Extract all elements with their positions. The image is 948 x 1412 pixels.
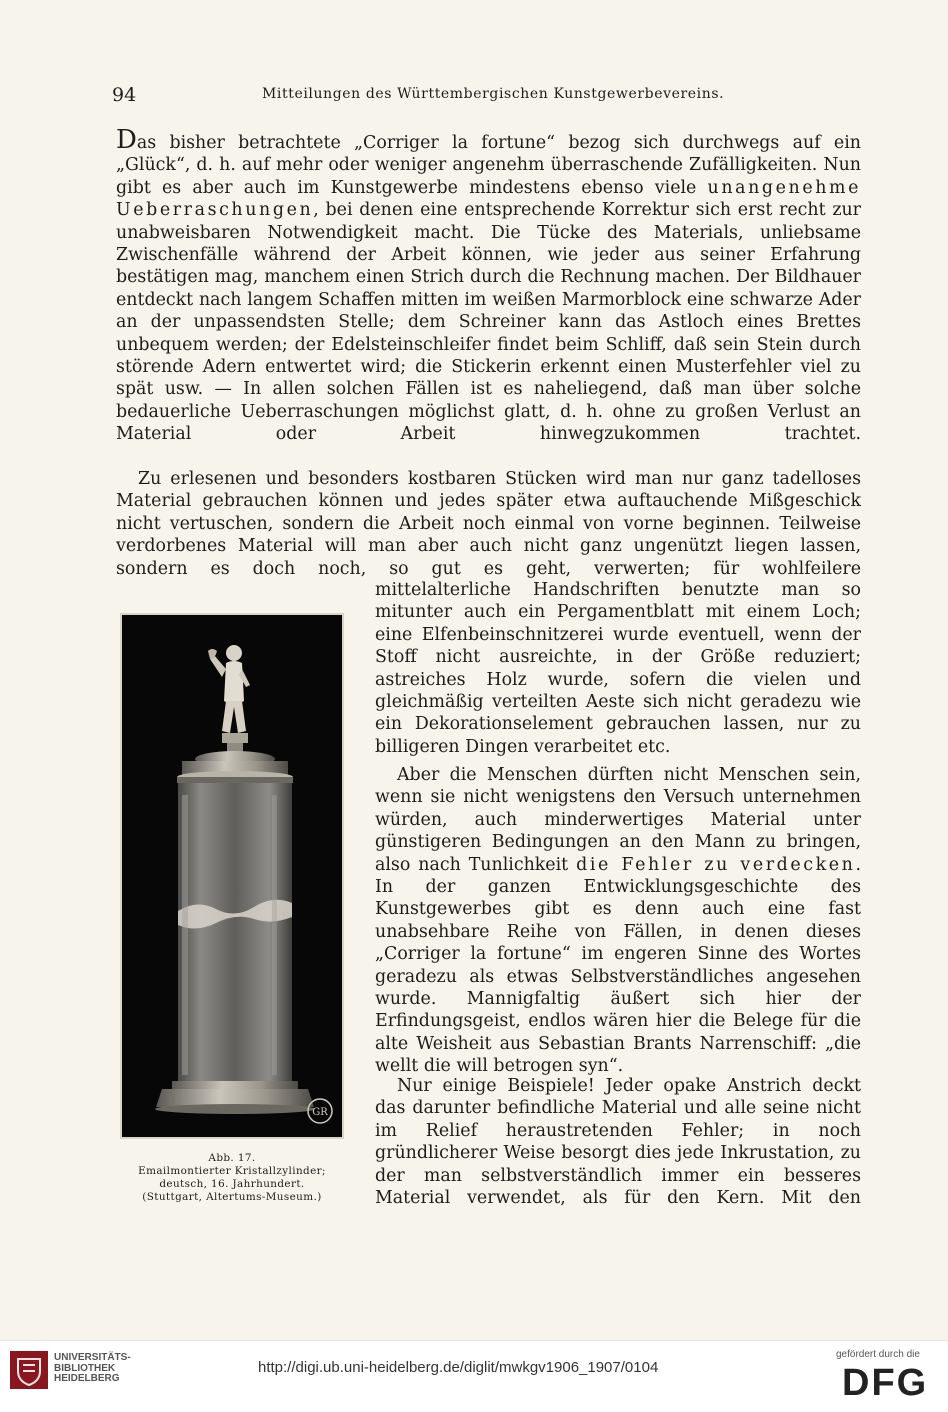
library-line-3: HEIDELBERG bbox=[54, 1373, 120, 1384]
paragraph-1-text-c: Nun gibt es aber auch im Kunstgewerbe mindestens ebenso viele bbox=[116, 155, 861, 198]
dfg-logo: DFG bbox=[842, 1362, 929, 1404]
paragraph-1 bbox=[116, 125, 861, 446]
figure-caption bbox=[122, 1152, 342, 1204]
drop-cap: D bbox=[116, 125, 137, 155]
footer-bar bbox=[0, 1340, 948, 1412]
library-line-2: BIBLIOTHEK bbox=[54, 1362, 116, 1374]
caption-line-2: Emailmontierter Kristallzylinder; bbox=[138, 1165, 326, 1177]
paragraph-4: Nur einige Beispiele! Jeder opake Anstrich deckt das darunter befindliche Material und alle seine nicht im Relief heraustretenden Fehler; in noch gründlicherer Weise besorgt dies jede Inkrustation, zu der man selbstverständlich immer ein besseres Material verwendet, als für den Kern. Mit den bbox=[375, 1076, 861, 1209]
paragraph-1-text-d: , bei denen eine entsprechende Korrektur sich erst recht zur unabweisbaren Notwendigkeit macht. Die Tücke des Materials, unliebsame Zwischenfälle während der Arbeit können, wie jeder aus seiner Erfahrung bestätigen mag, manchem einen Strich durch die Rechnung machen. Der Bildhauer entdeckt nach langem Schaffen mitten im weißen Marmorblock eine schwarze Ader an der unpassendsten Stelle; dem Schreiner kann das Astloch eines Brettes unbequem werden; der Edelsteinschleifer findet beim Schliff, daß sein Stein durch störende Adern entwertet wird; die Stickerin erkennt einen Musterfehler viel zu spät usw. — In allen solchen Fällen ist es naheliegend, daß man über solche bedauerliche Ueberraschungen möglichst glatt, d. h. ohne zu großen Verlust an Material oder Arbeit hinwegzukommen trachtet. bbox=[116, 200, 861, 445]
paragraph-3-text-b: . In der ganzen Entwicklungsgeschichte des Kunstgewerbes gibt es denn auch eine fast unabsehbare Reihe von Fällen, in denen dieses „Corriger la fortune“ im engeren Sinne des Wortes geradezu als etwas Selbstverständliches angesehen wurde. Mannigfaltig äußert sich hier der Erfindungsgeist, endlos wären hier die Belege für die alte Weisheit aus Sebastian Brants Narrenschiff: „die wellt die will betrogen syn“. bbox=[375, 854, 861, 1077]
figure-crystal-cylinder-photo bbox=[120, 613, 344, 1139]
paragraph-1-text-b: „Glück“, d. h. auf mehr oder weniger angenehm überraschende Zufälligkeiten. bbox=[116, 155, 818, 176]
sponsor-label: gefördert durch die bbox=[836, 1349, 920, 1360]
paragraph-2: Zu erlesenen und besonders kostbaren Stücken wird man nur ganz tadelloses Material gebrauchen können und jedes später etwa auftauchende Mißgeschick nicht vertuschen, sondern die Arbeit noch einmal von vorne beginnen. Teilweise verdorbenes Material will man aber auch nicht ganz ungenützt liegen lassen, sondern es doch noch, so gut es geht, verwerten; für wohlfeilere bbox=[116, 469, 861, 579]
caption-line-4: (Stuttgart, Altertums-Museum.) bbox=[142, 1191, 322, 1203]
base bbox=[155, 1081, 315, 1114]
paragraph-1-text-a: as bisher betrachtete „Corriger la fortune“ bezog sich durchwegs auf ein bbox=[136, 133, 861, 153]
paragraph-3 bbox=[375, 764, 861, 1078]
paragraph-3-text-a: Aber die Menschen dürften nicht Menschen sein, wenn sie nicht wenigstens den Versuch unternehmen würden, auch minderwertiges Material unter günstigeren Bedingungen an den Mann zu bringen, also nach Tunlichkeit bbox=[375, 765, 861, 875]
photo-monogram: GR bbox=[312, 1107, 328, 1118]
caption-line-1: Abb. 17. bbox=[208, 1152, 256, 1164]
library-line-1: UNIVERSITÄTS- bbox=[54, 1352, 131, 1363]
library-name bbox=[54, 1353, 131, 1385]
paragraph-2-continued: mittelalterliche Handschriften benutzte man so mitunter auch ein Pergamentblatt mit einem Loch; eine Elfenbeinschnitzerei wurde eventuell, wenn der Stoff nicht ausreichte, in der Größe reduziert; astreiches Holz wurde, sofern die vielen und gleichmäßig verteilten Aeste sich nicht geradezu wie ein Dekorationselement gebrauchen lassen, nur zu billigeren Dingen verarbeitet etc. bbox=[375, 580, 861, 757]
permalink-url[interactable]: http://digi.ub.uni-heidelberg.de/diglit/mwkgv1906_1907/0104 bbox=[258, 1359, 659, 1376]
emphasis-spaced: unangenehme Ueberraschungen bbox=[116, 177, 861, 221]
university-seal-icon bbox=[10, 1351, 48, 1389]
running-title: Mitteilungen des Württembergischen Kunstgewerbevereins. bbox=[262, 86, 725, 102]
crystal-cylinder-illustration bbox=[122, 615, 342, 1137]
page-number: 94 bbox=[112, 84, 137, 106]
caption-line-3: deutsch, 16. Jahrhundert. bbox=[159, 1178, 305, 1190]
emphasis-spaced-2: die Fehler zu verdecken bbox=[576, 854, 856, 875]
